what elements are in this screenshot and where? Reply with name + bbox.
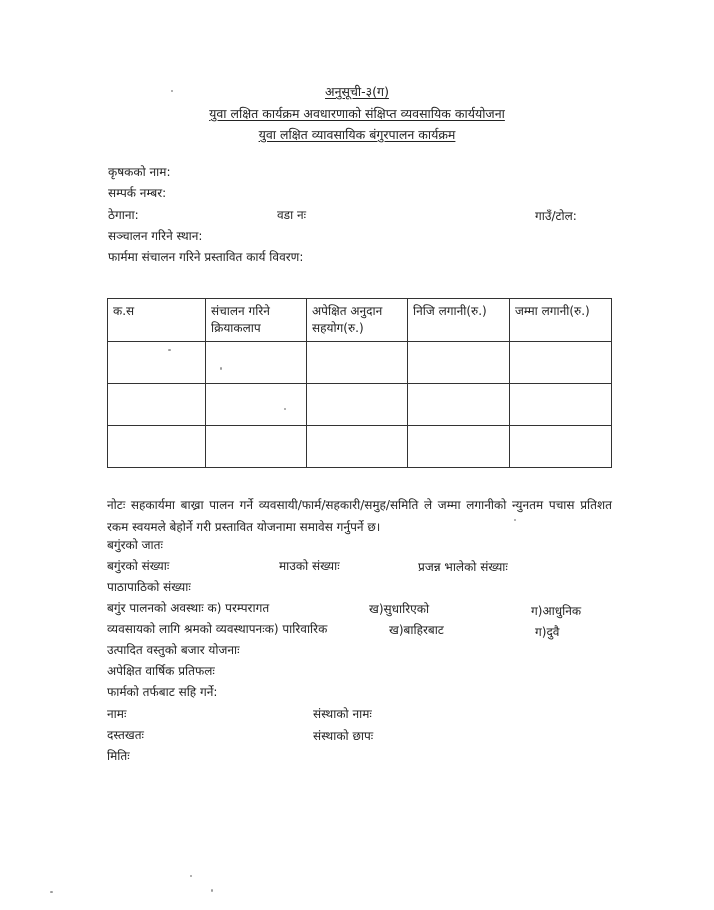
village-tole-label: गाउँ/टोल: [535,209,577,223]
scan-speck [190,875,192,877]
table-cell[interactable] [206,384,307,426]
name-label: नामः [107,707,127,721]
scan-speck [168,349,171,351]
signature-label: दस्तखतः [107,728,144,742]
boar-count-label: प्रजन्न भालेको संख्याः [418,560,508,574]
scan-speck [211,889,213,892]
schedule-heading: अनुसूची-३(ग) [325,84,389,99]
org-stamp-label: संस्थाको छापः [313,729,374,743]
date-label: मितिः [107,749,130,763]
labor-external-option: ख)बाहिरबाट [389,623,444,637]
table-cell[interactable] [206,426,307,468]
table-cell[interactable] [307,426,408,468]
scan-speck [220,367,222,370]
scan-speck [284,408,286,410]
org-name-label: संस्थाको नामः [313,707,372,721]
farm-signature-heading: फार्मको तर्फबाट सहि गर्ने: [107,685,218,699]
document-subtitle: युवा लक्षित व्यावसायिक बंगुरपालन कार्यक्रम [258,127,456,142]
note-text: नोटः सहकार्यमा बाख्रा पालन गर्ने व्यवसायी/फार्म/सहकारी/समुह/समिति ले जम्मा लगानीको न्युनतम पचास प्रतिशत रकम स्वयमले बेहोर्ने गरी प्रस्तावित योजनामा समावेस गर्नुपर्ने छ। [107,498,612,534]
operation-place-label: सञ्चालन गरिने स्थान: [108,229,203,243]
pig-count-label: बगुंरको संख्याः [107,559,170,573]
annual-result-label: अपेक्षित वार्षिक प्रतिफलः [107,664,215,678]
col-header-activity: संचालन गरिने क्रियाकलाप [206,299,307,342]
col-header-serial: क.स [108,299,206,342]
scan-speck [50,891,53,893]
sow-count-label: माउको संख्याः [279,559,340,573]
contact-number-label: सम्पर्क नम्बर: [108,186,167,200]
col-header-total-investment: जम्मा लगानी(रु.) [510,299,612,342]
document-title: युवा लक्षित कार्यक्रम अवधारणाको संक्षिप्त व्यवसायिक कार्ययोजना [209,106,505,121]
table-row [108,384,612,426]
scan-speck [171,90,173,92]
scan-speck [514,519,516,521]
piglet-count-label: पाठापाठिको संख्याः [107,580,191,594]
col-header-expected-grant: अपेक्षित अनुदान सहयोग(रु.) [307,299,408,342]
table-cell[interactable] [206,342,307,384]
address-label: ठेगाना: [108,208,139,222]
table-cell[interactable] [307,342,408,384]
condition-improved-option: ख)सुधारिएको [369,602,430,616]
condition-modern-option: ग)आधुनिक [531,604,582,618]
table-row [108,342,612,384]
table-cell[interactable] [108,384,206,426]
table-cell[interactable] [510,384,612,426]
market-plan-label: उत्पादित वस्तुको बजार योजनाः [107,643,240,657]
table-cell[interactable] [408,426,510,468]
labor-management-label: व्यवसायको लागि श्रमको व्यवस्थापनःक) पारिवारिक [107,622,328,636]
farmer-name-label: कृषकको नाम: [108,165,171,179]
labor-both-option: ग)दुवै [535,625,560,639]
table-cell[interactable] [510,426,612,468]
table-cell[interactable] [408,384,510,426]
table-row [108,426,612,468]
table-header-row [108,299,612,342]
ward-number-label: वडा नः [277,208,307,222]
table-cell[interactable] [108,426,206,468]
farming-condition-label: बगुंर पालनको अवस्थाः क) परम्परागत [107,601,270,615]
proposed-activities-label: फार्ममा संचालन गरिने प्रस्तावित कार्य विवरण: [108,250,304,264]
table-cell[interactable] [307,384,408,426]
pig-breed-label: बगुंरको जातः [107,538,163,552]
col-header-private-investment: निजि लगानी(रु.) [408,299,510,342]
table-cell[interactable] [510,342,612,384]
activity-table [107,298,612,468]
table-cell[interactable] [408,342,510,384]
table-cell[interactable] [108,342,206,384]
